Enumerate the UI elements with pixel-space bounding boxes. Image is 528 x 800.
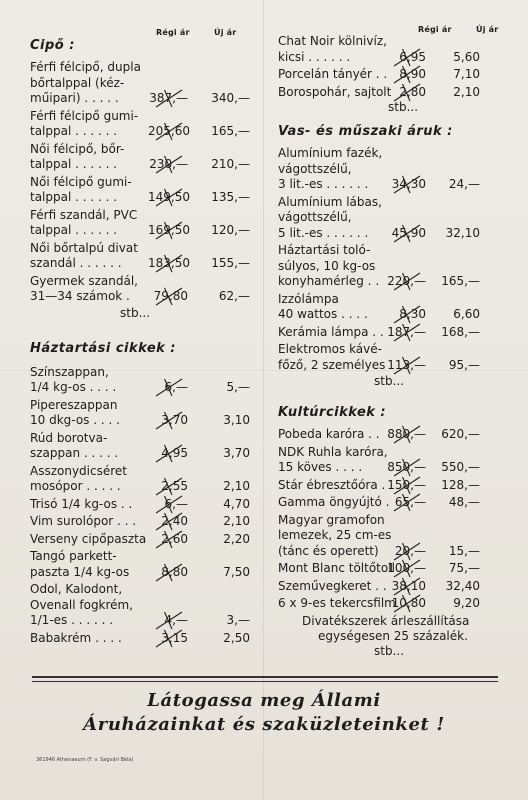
item-name-line: talppal . . . . . . [30, 190, 118, 204]
old-price-header-right: Régi ár [418, 25, 452, 34]
price-item [30, 175, 255, 206]
item-name-line: Pobeda karóra . . [278, 427, 380, 441]
old-price: 113,— [387, 357, 426, 372]
section-title: Háztartási cikkek : [30, 340, 176, 356]
new-price: 7,50 [223, 564, 250, 579]
item-name-line: Férfi félcipő gumi- [30, 108, 139, 123]
item-name-line: Gyermek szandál, [30, 273, 138, 288]
old-price: 8,30 [399, 307, 426, 321]
new-price: 15,— [448, 543, 480, 558]
price-item [30, 142, 255, 173]
new-price: 3,10 [223, 413, 250, 427]
item-name-line: Alumínium fazék, [278, 146, 383, 160]
strike-through-mark [154, 562, 184, 583]
new-price: 165,— [441, 274, 480, 288]
item-name-line: bőrtalppal (kéz- [30, 75, 125, 90]
item-name-line: Trisó 1/4 kg-os . . [30, 496, 133, 511]
section-title: Vas- és műszaki áruk : [278, 124, 453, 139]
old-price: 100,— [387, 561, 426, 575]
old-price: 4,— [164, 613, 188, 627]
item-name-line: talppal . . . . . . [30, 157, 118, 171]
item-name-line: Pipereszappan [30, 397, 118, 412]
strike-through-mark [392, 271, 422, 292]
new-price: 155,— [211, 256, 250, 270]
strike-through-mark [392, 223, 422, 244]
old-price: 183,50 [148, 256, 190, 270]
discount-note-line: egységesen 25 százalék. [318, 629, 468, 643]
strike-through-mark [154, 253, 184, 274]
item-name-line: Alumínium lábas, [278, 194, 382, 209]
item-name-line: Odol, Kalodont, [30, 582, 123, 596]
old-price: 387,— [149, 91, 188, 105]
price-item [30, 398, 255, 429]
item-name-line: 3 lit.-es . . . . . . [278, 177, 369, 191]
strike-through-mark [154, 628, 184, 649]
new-price: 165,— [211, 124, 250, 138]
item-name-line: Chat Noir kölnivíz, [278, 34, 387, 48]
new-price: 4,70 [223, 496, 250, 511]
slogan-line-2: Áruházainkat és szaküzleteinket ! [83, 714, 445, 735]
price-item [278, 67, 518, 83]
section-title: Cipő : [30, 38, 75, 53]
old-price: 220,— [387, 274, 426, 288]
price-item [30, 532, 255, 548]
item-name-line: Háztartási toló- [278, 243, 371, 257]
strike-through-mark [154, 529, 184, 550]
strike-through-mark [392, 593, 422, 614]
item-name-line: paszta 1/4 kg-os [30, 564, 130, 579]
item-name-line: Színszappan, [30, 364, 109, 379]
strike-through-mark [392, 492, 422, 513]
item-name-line: Szeművegkeret . . [278, 578, 387, 593]
old-price: 45,90 [391, 225, 426, 240]
item-name-line: vágottszélű, [278, 161, 352, 176]
price-item [278, 146, 518, 193]
price-item [278, 579, 518, 595]
item-name-line: Elektromos kávé- [278, 342, 382, 356]
price-item [30, 241, 255, 272]
price-item [278, 325, 518, 341]
price-item [278, 342, 518, 373]
new-price: 32,40 [445, 578, 480, 593]
item-name-line: talppal . . . . . . [30, 223, 118, 237]
old-price: 8,90 [399, 67, 426, 81]
price-item [30, 365, 255, 396]
item-name-line: talppal . . . . . . [30, 124, 118, 138]
new-price: 6,60 [453, 307, 480, 321]
old-price: 6,— [164, 496, 188, 511]
item-name-line: Borospohár, sajtolt [278, 84, 392, 99]
new-price: 5,60 [453, 49, 480, 64]
item-name-line: kicsi . . . . . . [278, 49, 351, 64]
new-price: 550,— [441, 460, 480, 474]
strike-through-mark [154, 220, 184, 241]
new-price: 210,— [211, 157, 250, 171]
item-name-line: Vim surolópor . . . [30, 514, 137, 528]
price-item [278, 561, 518, 577]
old-price: 3,15 [161, 630, 188, 645]
old-price: 20,— [394, 543, 426, 558]
old-price: 150,— [387, 477, 426, 492]
strike-through-mark [154, 443, 184, 464]
old-price: 187,— [387, 324, 426, 339]
old-price: 149,50 [148, 190, 190, 204]
item-name-line: szappan . . . . . [30, 446, 119, 460]
price-item [278, 596, 518, 612]
old-price: 6,— [164, 380, 188, 394]
item-name-line: Babakrém . . . . [30, 630, 122, 645]
new-price: 340,— [211, 91, 250, 105]
item-name-line: 31—34 számok . [30, 289, 130, 303]
price-item [30, 60, 255, 107]
discount-note-line: Divatékszerek árleszállítása [302, 613, 470, 628]
price-item [278, 495, 518, 511]
new-price: 9,20 [453, 596, 480, 610]
price-item [30, 582, 255, 629]
item-name-line: Ovenall fogkrém, [30, 597, 134, 612]
price-item [278, 34, 518, 65]
item-name-line: 1/1-es . . . . . . [30, 613, 114, 627]
new-price: 3,— [226, 613, 250, 627]
price-item [30, 514, 255, 530]
old-price: 205,60 [148, 124, 190, 138]
price-item [30, 464, 255, 495]
etc-label: stb... [388, 100, 419, 114]
item-name-line: szandál . . . . . . [30, 256, 122, 270]
etc-label: stb... [120, 305, 151, 320]
old-price: 65,— [394, 495, 426, 509]
item-name-line: Magyar gramofon [278, 512, 385, 527]
price-item [278, 243, 518, 290]
strike-through-mark [154, 410, 184, 431]
price-item [278, 513, 518, 560]
old-price: 230,— [149, 157, 188, 171]
price-item [30, 208, 255, 239]
new-price: 168,— [441, 324, 480, 339]
item-name-line: Kerámia lámpa . . [278, 324, 384, 339]
item-name-line: Asszonydicséret [30, 463, 128, 478]
price-item [30, 109, 255, 140]
new-price: 135,— [211, 190, 250, 204]
new-price: 2,20 [223, 531, 250, 546]
item-name-line: Stár ébresztőóra . [278, 477, 386, 492]
old-price: 850,— [387, 460, 426, 474]
new-price: 62,— [218, 289, 250, 303]
new-price: 7,10 [453, 67, 480, 81]
price-item [30, 497, 255, 513]
item-name-line: Verseny cipőpaszta [30, 531, 147, 546]
strike-through-mark [392, 355, 422, 376]
item-name-line: Porcelán tányér . . [278, 67, 388, 81]
price-item [30, 274, 255, 305]
strike-through-mark [154, 286, 184, 307]
price-item [278, 292, 518, 323]
item-name-line: Férfi félcipő, dupla [30, 60, 141, 74]
section-title: Kultúrcikkek : [278, 405, 387, 420]
price-item [278, 478, 518, 494]
price-item [30, 549, 255, 580]
item-name-line: 5 lit.-es . . . . . . [278, 225, 369, 240]
old-price: 2,80 [399, 84, 426, 99]
old-price: 34,30 [391, 177, 426, 191]
item-name-line: lemezek, 25 cm-es [278, 528, 392, 542]
item-name-line: Mont Blanc töltőtoll [278, 561, 395, 575]
item-name-line: NDK Ruhla karóra, [278, 444, 388, 459]
new-price: 620,— [441, 427, 480, 441]
item-name-line: mosópor . . . . . [30, 479, 121, 493]
old-price: 880,— [387, 427, 426, 441]
new-price: 75,— [448, 561, 480, 575]
strike-through-mark [154, 154, 184, 175]
item-name-line: vágottszélű, [278, 210, 352, 224]
strike-through-mark [154, 121, 184, 142]
new-price: 5,— [226, 380, 250, 394]
item-name-line: 15 köves . . . . [278, 460, 363, 474]
price-item [30, 631, 255, 647]
item-name-line: főző, 2 személyes [278, 357, 386, 372]
strike-through-mark [154, 187, 184, 208]
old-price: 2,60 [161, 531, 188, 546]
new-price: 24,— [448, 177, 480, 191]
item-name-line: 10 dkg-os . . . . [30, 413, 120, 427]
item-name-line: súlyos, 10 kg-os [278, 258, 376, 273]
old-price: 8,80 [161, 564, 188, 579]
item-name-line: Izzólámpa [278, 291, 339, 306]
etc-label: stb... [374, 374, 405, 388]
item-name-line: Női félcipő, bőr- [30, 141, 125, 156]
old-price: 79,80 [153, 289, 188, 303]
new-price: 95,— [448, 357, 480, 372]
old-price: 10,80 [391, 596, 426, 610]
new-price: 2,10 [223, 479, 250, 493]
new-price: 32,10 [445, 225, 480, 240]
item-name-line: 40 wattos . . . . [278, 307, 368, 321]
old-price: 2,40 [161, 514, 188, 528]
price-item [278, 427, 518, 443]
price-item [278, 85, 518, 101]
new-price: 2,10 [223, 514, 250, 528]
old-price: 6,95 [399, 49, 426, 64]
strike-through-mark [392, 174, 422, 195]
new-price: 120,— [211, 223, 250, 237]
item-name-line: (tánc és operett) [278, 543, 379, 558]
strike-through-mark [154, 377, 184, 398]
old-price: 2,55 [161, 479, 188, 493]
old-price: 38,10 [391, 578, 426, 593]
item-name-line: műipari) . . . . . [30, 91, 119, 105]
old-price: 4,95 [161, 446, 188, 460]
old-price: 3,70 [161, 413, 188, 427]
old-price: 169,50 [148, 223, 190, 237]
item-name-line: Női félcipő gumi- [30, 174, 132, 189]
old-price-header: Régi ár [156, 28, 190, 37]
bottom-divider [32, 676, 498, 682]
strike-through-mark [154, 88, 184, 109]
printer-imprint: 361946 Athenaeum (F. v. Sagvári Béla) [36, 757, 134, 763]
new-price: 48,— [448, 495, 480, 509]
etc-label: stb... [374, 643, 405, 658]
item-name-line: Női bőrtalpú divat [30, 240, 138, 255]
new-price: 2,10 [453, 84, 480, 99]
new-price-header-right: Új ár [476, 25, 499, 34]
item-name-line: 6 x 9-es tekercsfilm [278, 596, 396, 610]
new-price: 128,— [441, 477, 480, 492]
price-item [278, 195, 518, 242]
item-name-line: Gamma öngyújtó . [278, 495, 390, 509]
strike-through-mark [392, 322, 422, 343]
price-item [30, 431, 255, 462]
item-name-line: konyhamérleg . . [278, 274, 380, 288]
new-price: 3,70 [223, 446, 250, 460]
price-item [278, 445, 518, 476]
item-name-line: Rúd borotva- [30, 430, 108, 445]
item-name-line: Férfi szandál, PVC [30, 207, 138, 222]
strike-through-mark [392, 424, 422, 445]
item-name-line: 1/4 kg-os . . . . [30, 380, 117, 394]
new-price-header: Új ár [214, 28, 237, 37]
slogan-line-1: Látogassa meg Állami [147, 690, 381, 711]
item-name-line: Tangó parkett- [30, 549, 117, 563]
new-price: 2,50 [223, 630, 250, 645]
